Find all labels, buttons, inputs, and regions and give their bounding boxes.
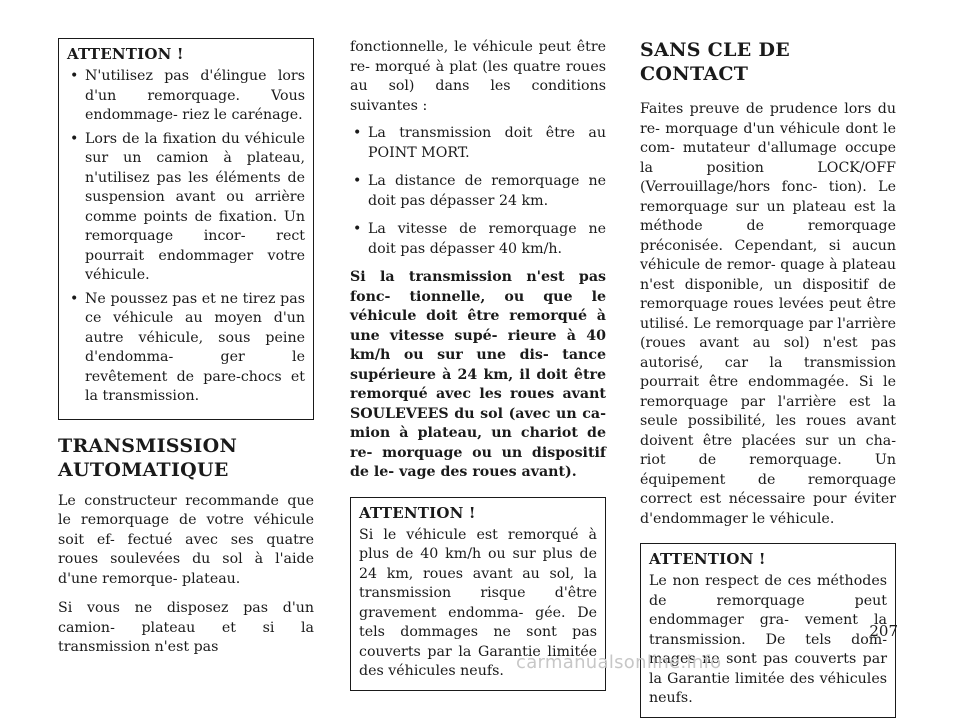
warning-title: ATTENTION ! xyxy=(67,45,184,63)
column-left xyxy=(58,38,314,668)
warning-title: ATTENTION ! xyxy=(649,550,766,568)
body-paragraph: fonctionnelle, le véhicule peut être re- morqué à plat (les quatre roues au sol) dans les conditions suivantes : xyxy=(350,39,606,114)
conditions-list xyxy=(350,124,606,259)
condition-item: • La transmission doit être au POINT MORT. xyxy=(350,124,606,163)
page-number: 207 xyxy=(869,622,898,640)
body-paragraph: Si vous ne disposez pas d'un camion- plateau et si la transmission n'est pas xyxy=(58,600,314,655)
column-right xyxy=(640,38,896,718)
warning-box-towing xyxy=(58,38,314,420)
warning-title: ATTENTION ! xyxy=(359,503,476,522)
body-paragraph: Le constructeur recommande que le remorquage de votre véhicule soit ef- fectué avec ses quatre roues soulevées du sol à l'aide d'une remorque- plateau. xyxy=(58,492,314,587)
warning-text: Si le véhicule est remorqué à plus de 40 km/h ou sur plus de 24 km, roues avant au sol, la transmission risque d'être gravement endomma- gée. De tels dommages ne sont pas couverts par la Garantie limitée des véhicules neufs. xyxy=(359,526,597,679)
warning-item: • N'utilisez pas d'élingue lors d'un remorquage. Vous endommage- riez le carénage. xyxy=(67,67,305,126)
warning-text: Le non respect de ces méthodes de remorquage peut endommager gra- vement la transmission. De tels dom- mages ne sont pas couverts par la Garantie limitée des véhicules neufs. xyxy=(649,573,887,706)
warning-item: • Ne poussez pas et ne tirez pas ce véhicule au moyen d'un autre véhicule, sous peine d'endomma- ger le revêtement de pare-chocs et la transmission. xyxy=(67,290,305,407)
warning-item: • Lors de la fixation du véhicule sur un camion à plateau, n'utilisez pas les éléments de suspension avant ou arrière comme points de fixation. Un remorquage incor- rect pourrait endommager votre véhicule. xyxy=(67,130,305,286)
warning-list xyxy=(67,67,305,407)
watermark-text: carmanualsonline.info xyxy=(516,652,722,673)
section-heading-no-key: SANS CLE DE CONTACT xyxy=(640,39,791,85)
body-paragraph: Faites preuve de prudence lors du re- morquage d'un véhicule dont le com- mutateur d'allumage occupe la position LOCK/OFF (Verrouillage/hors fonc- tion). Le remorquage sur un plateau est la méthode de remorquage préconisée. Cependant, si aucun véhicule de remor- quage à plateau n'est disponible, un dispositif de remorquage roues levées peut être utilisé. Le remorquage par l'arrière (roues avant au sol) n'est pas autorisé, car la transmission pourrait être endommagée. Si le remorquage par l'arrière est la seule possibilité, les roues avant doivent être placées sur un cha- riot de remorquage. Un équipement de remorquage correct est nécessaire pour éviter d'endommager le véhicule. xyxy=(640,101,896,527)
bold-warning-paragraph: Si la transmission n'est pas fonc- tionnelle, ou que le véhicule doit être remorqué à une vitesse supé- rieure à 40 km/h ou sur une dis- tance supérieure à 24 km, il doit être remorqué avec les roues avant SOULEVEES du sol (avec un ca- mion à plateau, un chariot de re- morquage ou un dispositif de le- vage des roues avant). xyxy=(350,269,606,480)
section-heading-automatic-transmission: TRANSMISSION AUTOMATIQUE xyxy=(58,434,238,481)
warning-box-methods xyxy=(640,543,896,718)
condition-item: • La distance de remorquage ne doit pas dépasser 24 km. xyxy=(350,172,606,211)
condition-item: • La vitesse de remorquage ne doit pas dépasser 40 km/h. xyxy=(350,220,606,259)
column-middle xyxy=(350,38,606,691)
